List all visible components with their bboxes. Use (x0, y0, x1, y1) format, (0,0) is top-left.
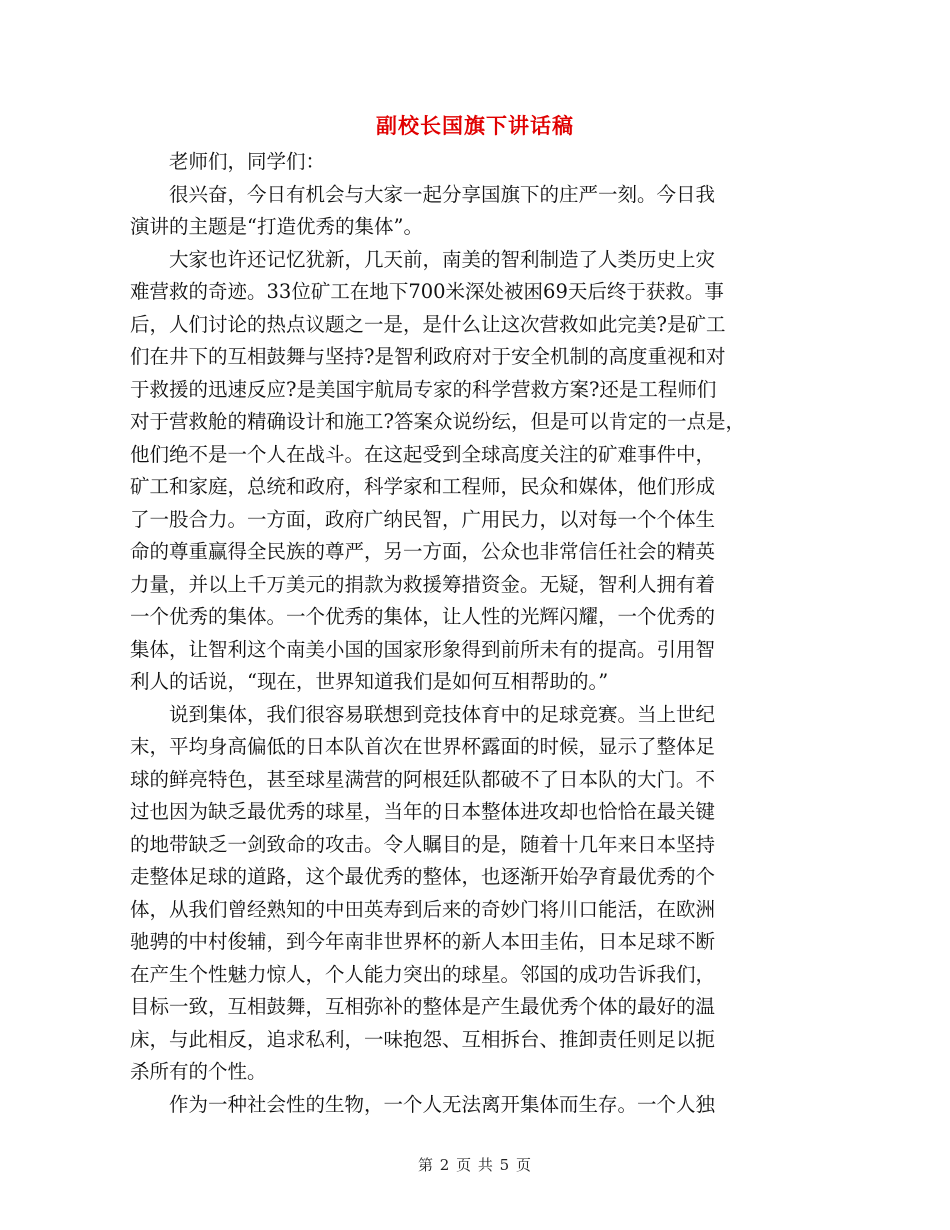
body-text-line: 目标一致，互相鼓舞，互相弥补的整体是产生最优秀个体的最好的温 (130, 995, 716, 1018)
body-text-line: 对于营救舱的精确设计和施工?答案众说纷纭，但是可以肯定的一点是， (130, 410, 745, 433)
body-text-line: 矿工和家庭，总统和政府，科学家和工程师，民众和媒体，他们形成 (130, 475, 716, 498)
body-text-line: 于救援的迅速反应?是美国宇航局专家的科学营救方案?还是工程师们 (130, 377, 717, 401)
body-text-line: 们在井下的互相鼓舞与坚持?是智利政府对于安全机制的高度重视和对 (130, 345, 726, 368)
body-text-line: 说到集体，我们很容易联想到竞技体育中的足球竞赛。当上世纪 (130, 702, 716, 726)
document-body (130, 146, 820, 1121)
body-text-line: 作为一种社会性的生物，一个人无法离开集体而生存。一个人独 (130, 1092, 716, 1116)
body-text-line: 球的鲜亮特色，甚至球星满营的阿根廷队都破不了日本队的大门。不 (130, 767, 716, 791)
body-text-line: 在产生个性魅力惊人，个人能力突出的球星。邻国的成功告诉我们， (130, 962, 716, 986)
body-text-line: 难营救的奇迹。33位矿工在地下700米深处被困69天后终于获救。事 (130, 280, 724, 303)
document-title: 副校长国旗下讲话稿 (376, 113, 574, 138)
page-footer: 第 2 页 共 5 页 (418, 1156, 532, 1174)
body-text-line: 很兴奋，今日有机会与大家一起分享国旗下的庄严一刻。今日我 (130, 182, 716, 206)
body-text-line: 老师们，同学们： (130, 150, 326, 173)
body-text-line: 末，平均身高偏低的日本队首次在世界杯露面的时候，显示了整体足 (130, 735, 716, 758)
body-text-line: 大家也许还记忆犹新，几天前，南美的智利制造了人类历史上灾 (130, 247, 716, 271)
body-text-line: 集体，让智利这个南美小国的国家形象得到前所未有的提高。引用智 (130, 637, 716, 661)
body-text-line: 床，与此相反，追求私利，一味抱怨、互相拆台、推卸责任则足以扼 (130, 1027, 716, 1051)
body-text-line: 后，人们讨论的热点议题之一是，是什么让这次营救如此完美?是矿工 (130, 312, 726, 336)
body-text-line: 命的尊重赢得全民族的尊严，另一方面，公众也非常信任社会的精英 (130, 540, 716, 563)
body-text-line: 他们绝不是一个人在战斗。在这起受到全球高度关注的矿难事件中， (130, 442, 716, 466)
body-text-line: 体，从我们曾经熟知的中田英寿到后来的奇妙门将川口能活，在欧洲 (130, 897, 716, 921)
body-text-line: 驰骋的中村俊辅，到今年南非世界杯的新人本田圭佑，日本足球不断 (130, 930, 716, 953)
body-text-line: 的地带缺乏一剑致命的攻击。令人瞩目的是，随着十几年来日本坚持 (130, 832, 716, 856)
body-text-line: 利人的话说，“现在，世界知道我们是如何互相帮助的。” (130, 670, 609, 693)
body-text-line: 走整体足球的道路，这个最优秀的整体，也逐渐开始孕育最优秀的个 (130, 865, 716, 888)
body-text-line: 演讲的主题是“打造优秀的集体”。 (130, 215, 423, 238)
body-text-line: 了一股合力。一方面，政府广纳民智，广用民力，以对每一个个体生 (130, 507, 716, 531)
body-text-line: 过也因为缺乏最优秀的球星，当年的日本整体进攻却也恰恰在最关键 (130, 800, 716, 823)
body-text-line: 力量，并以上千万美元的捐款为救援筹措资金。无疑，智利人拥有着 (130, 572, 716, 596)
body-text-line: 杀所有的个性。 (130, 1060, 267, 1083)
body-text-line: 一个优秀的集体。一个优秀的集体，让人性的光辉闪耀，一个优秀的 (130, 605, 716, 628)
